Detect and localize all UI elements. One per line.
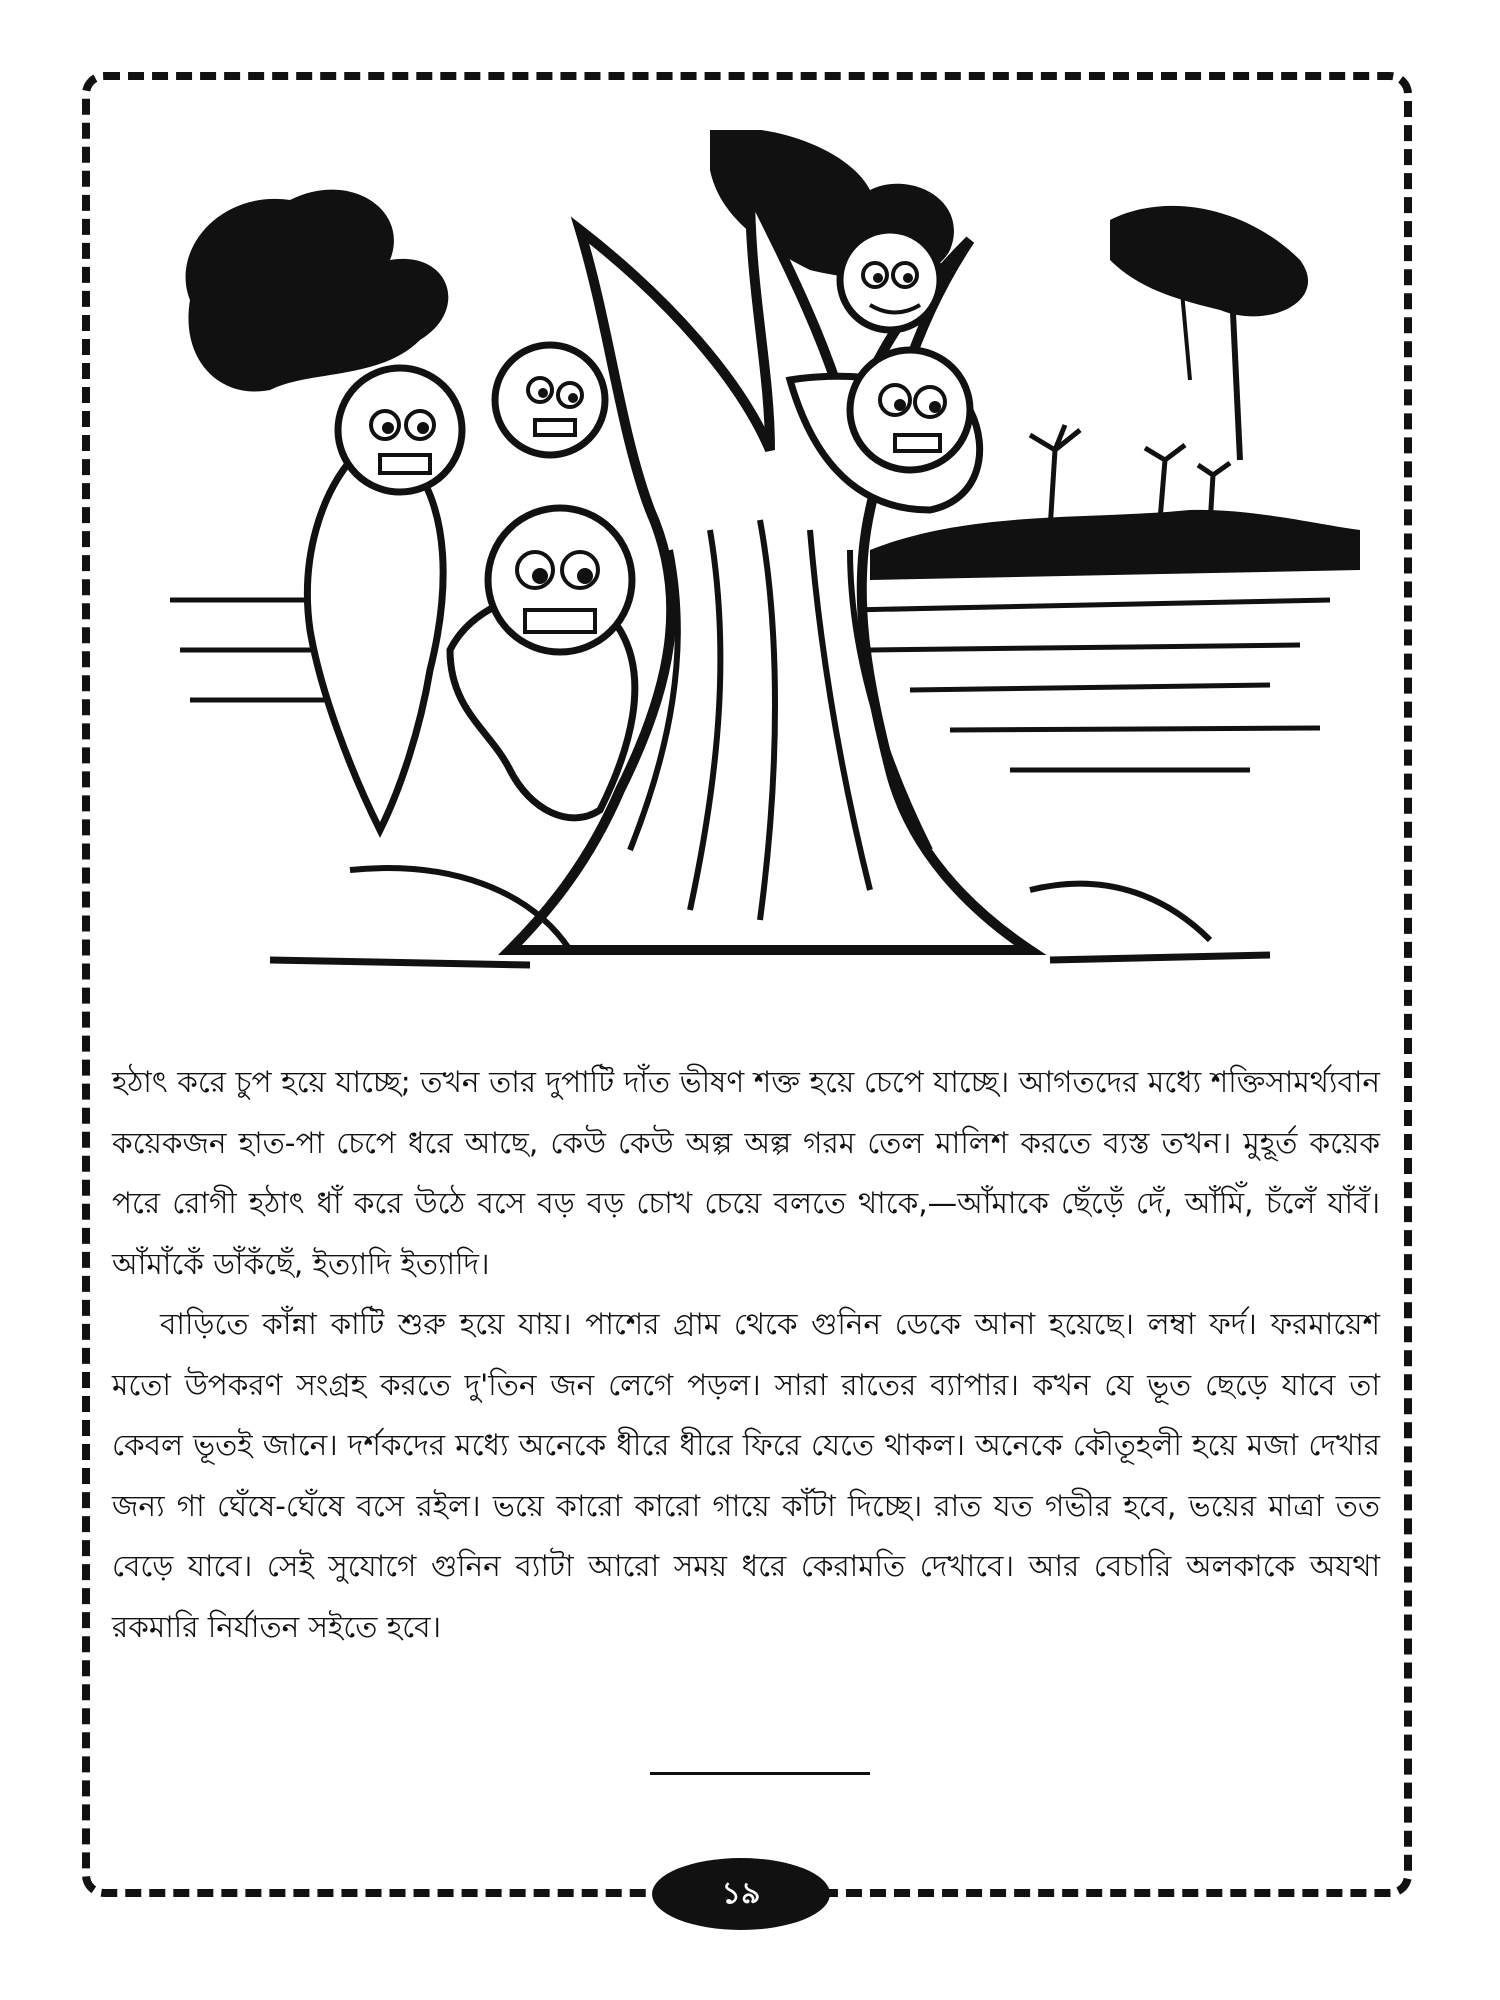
paragraph-1: হঠাৎ করে চুপ হয়ে যাচ্ছে; তখন তার দুপাটি দাঁত ভীষণ শক্ত হয়ে চেপে যাচ্ছে। আগতদের মধ্যে শক্তিসামর্থ্যবান কয়েকজন হাত-পা চেপে ধরে আছে, কেউ কেউ অল্প অল্প গরম তেল মালিশ করতে ব্যস্ত তখন। মুহূর্ত কয়েক পরে রোগী হঠাৎ ধাঁ করে উঠে বসে বড় বড় চোখ চেয়ে বলতে থাকে,—আঁমাকে ছেঁড়েঁ দেঁ, আঁমিঁ, চঁলেঁ যাঁবঁ। আঁমাঁকেঁ ডাঁকঁছেঁ, ইত্যাদি ইত্যাদি।: [112, 1065, 1380, 1281]
page-number: ১৯: [721, 1875, 761, 1911]
paragraph-2: বাড়িতে কাঁন্না কাটি শুরু হয়ে যায়। পাশের গ্রাম থেকে গুনিন ডেকে আনা হয়েছে। লম্বা ফর্দ। ফরমায়েশ মতো উপকরণ সংগ্রহ করতে দু'তিন জন লেগে পড়ল। সারা রাতের ব্যাপার। কখন যে ভূত ছেড়ে যাবে তা কেবল ভূতই জানে। দর্শকদের মধ্যে অনেকে ধীরে ধীরে ফিরে যেতে থাকল। অনেকে কৌতূহলী হয়ে মজা দেখার জন্য গা ঘেঁষে-ঘেঁষে বসে রইল। ভয়ে কারো কারো গায়ে কাঁটা দিচ্ছে। রাত যত গভীর হবে, ভয়ের মাত্রা তত বেড়ে যাবে। সেই সুযোগে গুনিন ব্যাটা আরো সময় ধরে কেরামতি দেখাবে। আর বেচারি অলকাকে অযথা রকমারি নির্যাতন সইতে হবে।: [112, 1307, 1380, 1644]
section-end-rule: [650, 1772, 870, 1775]
page-number-badge: [652, 1858, 830, 1930]
ghosts-tree-illustration: [150, 130, 1360, 1030]
story-text: [112, 1052, 1380, 1657]
